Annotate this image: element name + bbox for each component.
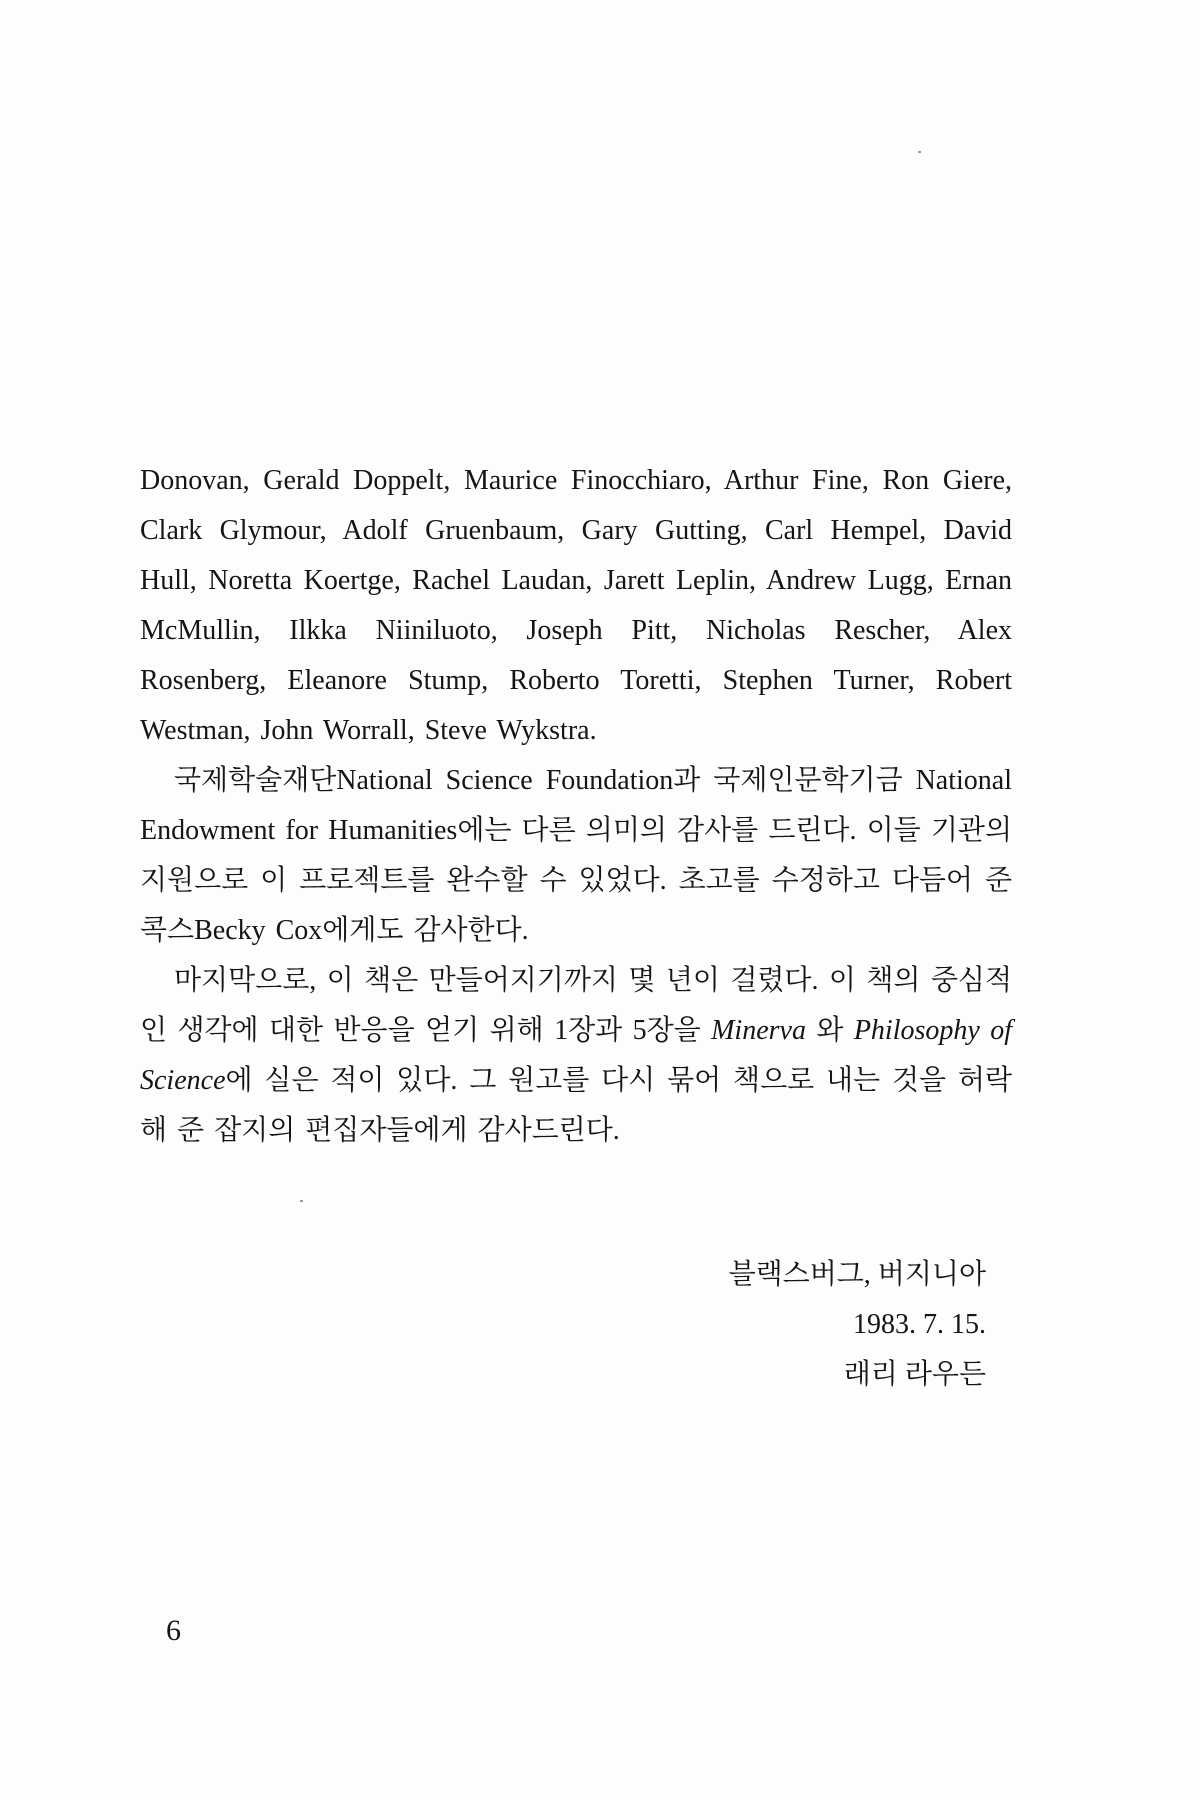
acknowledgments-body <box>140 456 1012 1156</box>
paragraph-text-segment: 마지막으로, 이 책은 만들어지기까지 몇 년이 걸렸다. 이 책의 중심적인 생각에 대한 반응을 얻기 위해 1장과 5장을 <box>140 965 1012 1046</box>
acknowledgments-paragraph-journals <box>140 956 1012 1156</box>
signature-date: 1983. 7. 15. <box>853 1309 986 1340</box>
acknowledgments-paragraph-names: Donovan, Gerald Doppelt, Maurice Finocchiaro, Arthur Fine, Ron Giere, Clark Glymour, Adolf Gruenbaum, Gary Gutting, Carl Hempel, David Hull, Noretta Koertge, Rachel Laudan, Jarett Leplin, Andrew Lugg, Ernan McMullin, Ilkka Niiniluoto, Joseph Pitt, Nicholas Rescher, Alex Rosenberg, Eleanore Stump, Roberto Toretti, Stephen Turner, Robert Westman, John Worrall, Steve Wykstra. <box>140 465 1012 746</box>
journal-title-philosophy-of-science: Philosophy of Science <box>140 1015 1013 1096</box>
paragraph-text-segment: 에 실은 적이 있다. 그 원고를 다시 묶어 책으로 내는 것을 허락해 준 잡지의 편집자들에게 감사드린다. <box>140 1065 1012 1146</box>
scan-speck <box>918 151 921 153</box>
journal-title-minerva: Minerva <box>711 1015 806 1046</box>
signature-block <box>586 1250 986 1400</box>
page-number: 6 <box>166 1614 181 1647</box>
signature-author: 래리 라우든 <box>843 1359 986 1390</box>
scan-speck <box>300 1200 303 1202</box>
signature-place: 블랙스버그, 버지니아 <box>728 1259 986 1290</box>
acknowledgments-paragraph-foundations: 국제학술재단National Science Foundation과 국제인문학기금 National Endowment for Humanities에는 다른 의미의 감사를 드린다. 이들 기관의 지원으로 이 프로젝트를 완수할 수 있었다. 초고를 수정하고 다듬어 준 콕스Becky Cox에게도 감사한다. <box>140 765 1012 946</box>
paragraph-text-segment: 와 <box>805 1015 854 1046</box>
